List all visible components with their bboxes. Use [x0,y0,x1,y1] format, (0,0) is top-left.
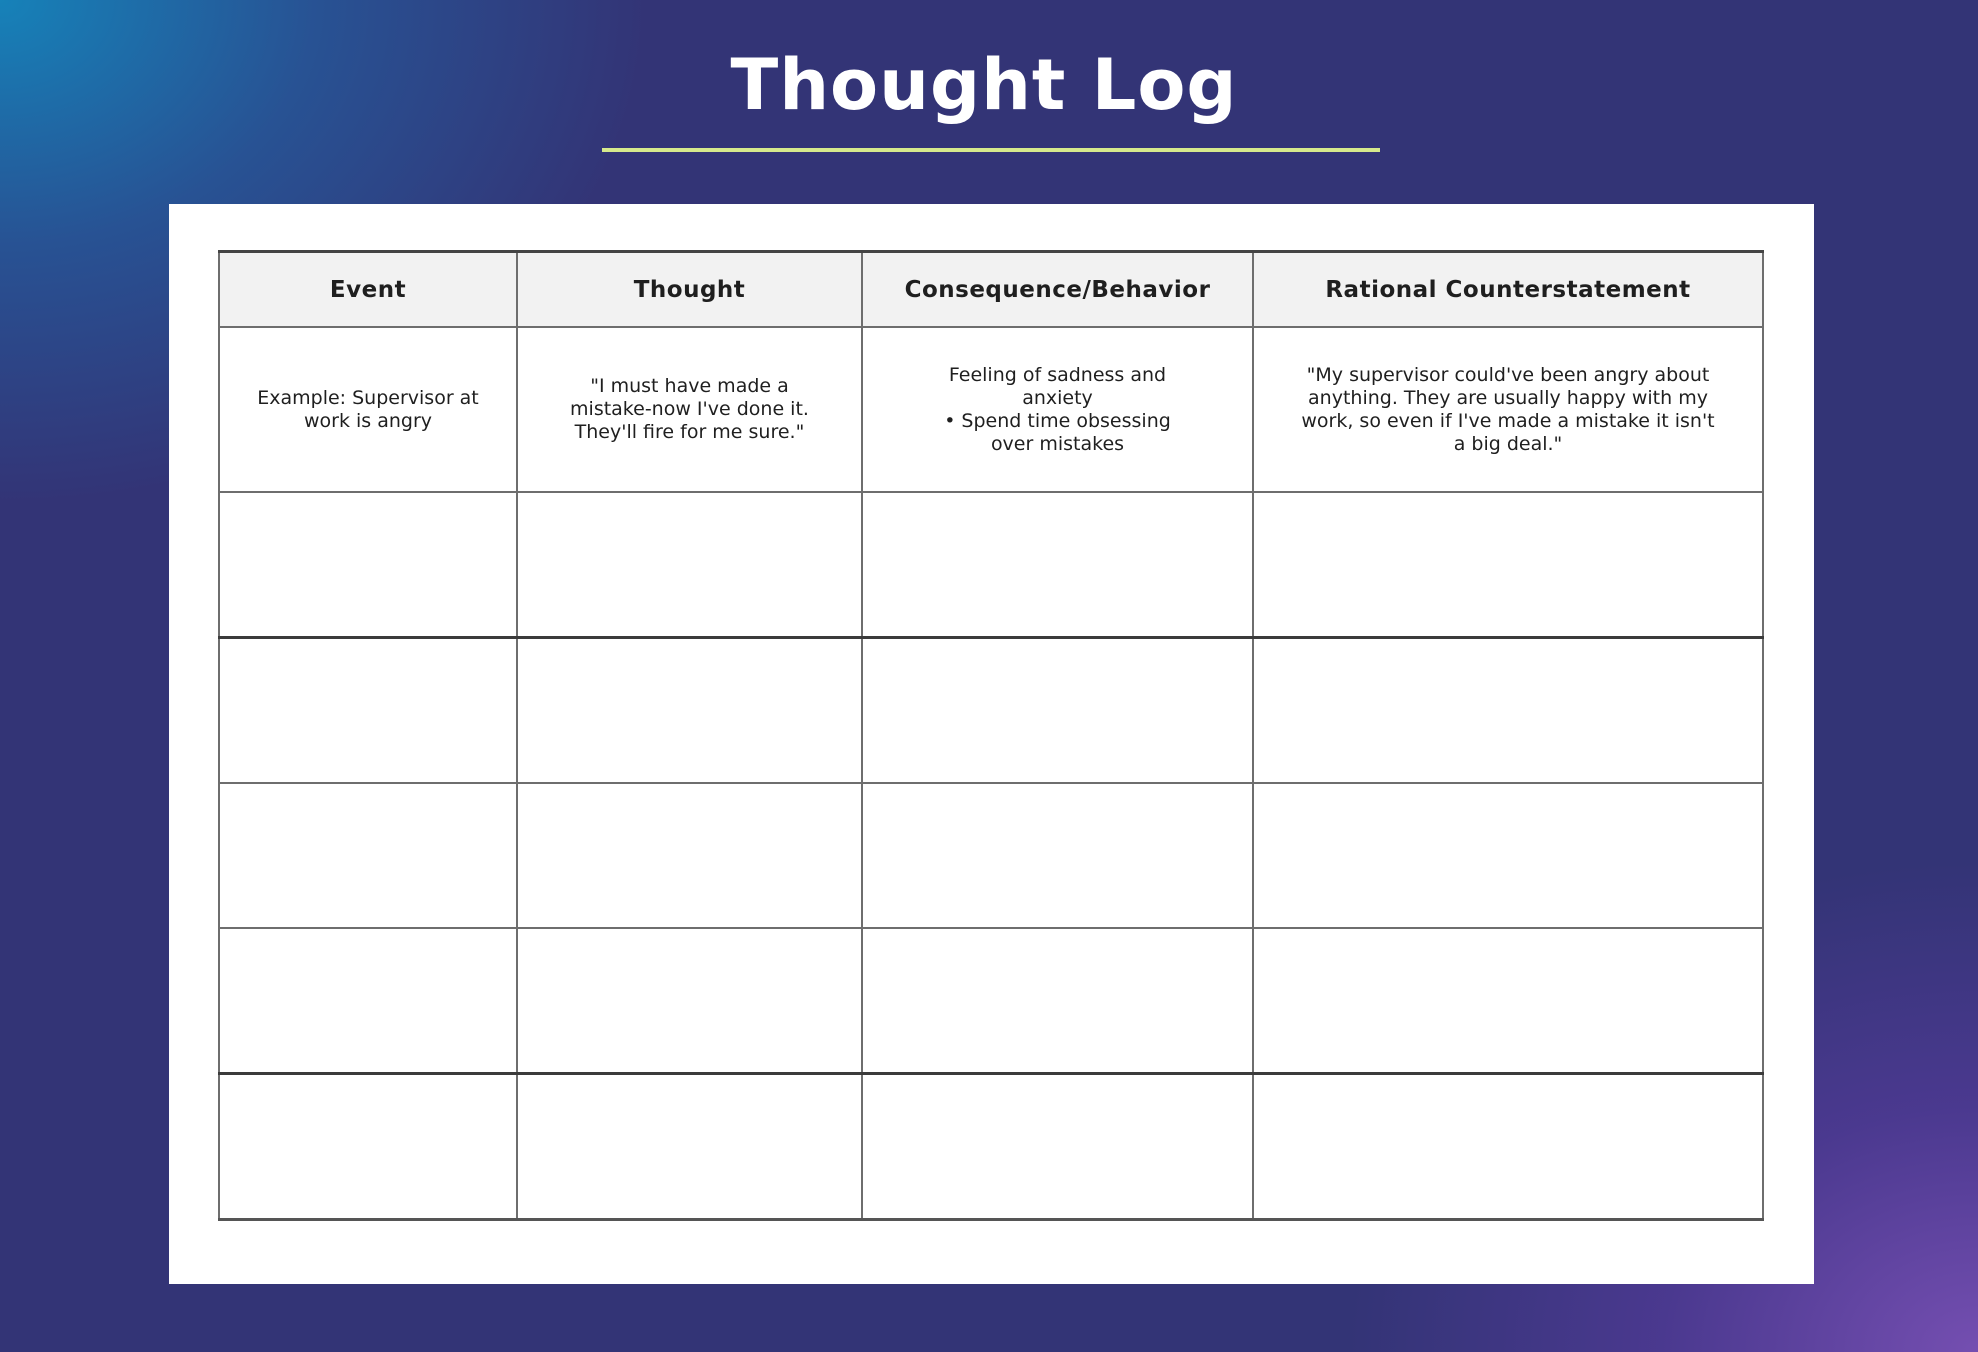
cell-event[interactable] [219,1074,517,1220]
table-header-row [219,252,1763,328]
cell-thought[interactable] [517,783,862,928]
table-row [219,783,1763,928]
cell-consequence[interactable] [862,327,1253,492]
header-consequence-behavior: Consequence/Behavior [862,252,1253,328]
header-event: Event [219,252,517,328]
cell-rational[interactable] [1253,1074,1763,1220]
cell-thought[interactable] [517,327,862,492]
cell-event[interactable] [219,492,517,638]
example-thought-text: "I must have made a mistake-now I've done it. They'll fire for me sure." [570,375,809,443]
cell-thought[interactable] [517,928,862,1074]
cell-rational[interactable] [1253,492,1763,638]
cell-consequence[interactable] [862,783,1253,928]
cell-rational[interactable] [1253,783,1763,928]
cell-event[interactable] [219,928,517,1074]
cell-thought[interactable] [517,1074,862,1220]
table-row [219,638,1763,784]
example-rational-text: "My supervisor could've been angry about anything. They are usually happy with my work, so even if I've made a mistake it isn't a big deal." [1301,363,1715,455]
cell-rational[interactable] [1253,327,1763,492]
cell-consequence[interactable] [862,638,1253,784]
cell-consequence[interactable] [862,928,1253,1074]
header-rational-counterstatement: Rational Counterstatement [1253,252,1763,328]
worksheet-sheet [169,204,1814,1284]
table-row [219,1074,1763,1220]
cell-event[interactable] [219,327,517,492]
table-row [219,492,1763,638]
cell-event[interactable] [219,783,517,928]
table-row-example [219,327,1763,492]
table-row [219,928,1763,1074]
page-title: Thought Log [730,44,1238,126]
cell-consequence[interactable] [862,1074,1253,1220]
title-underline [602,148,1380,152]
header-thought: Thought [517,252,862,328]
thought-log-table [218,250,1764,1221]
cell-thought[interactable] [517,492,862,638]
cell-rational[interactable] [1253,928,1763,1074]
cell-event[interactable] [219,638,517,784]
example-event-text: Example: Supervisor at work is angry [257,386,479,432]
cell-thought[interactable] [517,638,862,784]
cell-consequence[interactable] [862,492,1253,638]
cell-rational[interactable] [1253,638,1763,784]
example-consequence-text: Feeling of sadness and anxiety • Spend time obsessing over mistakes [944,363,1171,455]
